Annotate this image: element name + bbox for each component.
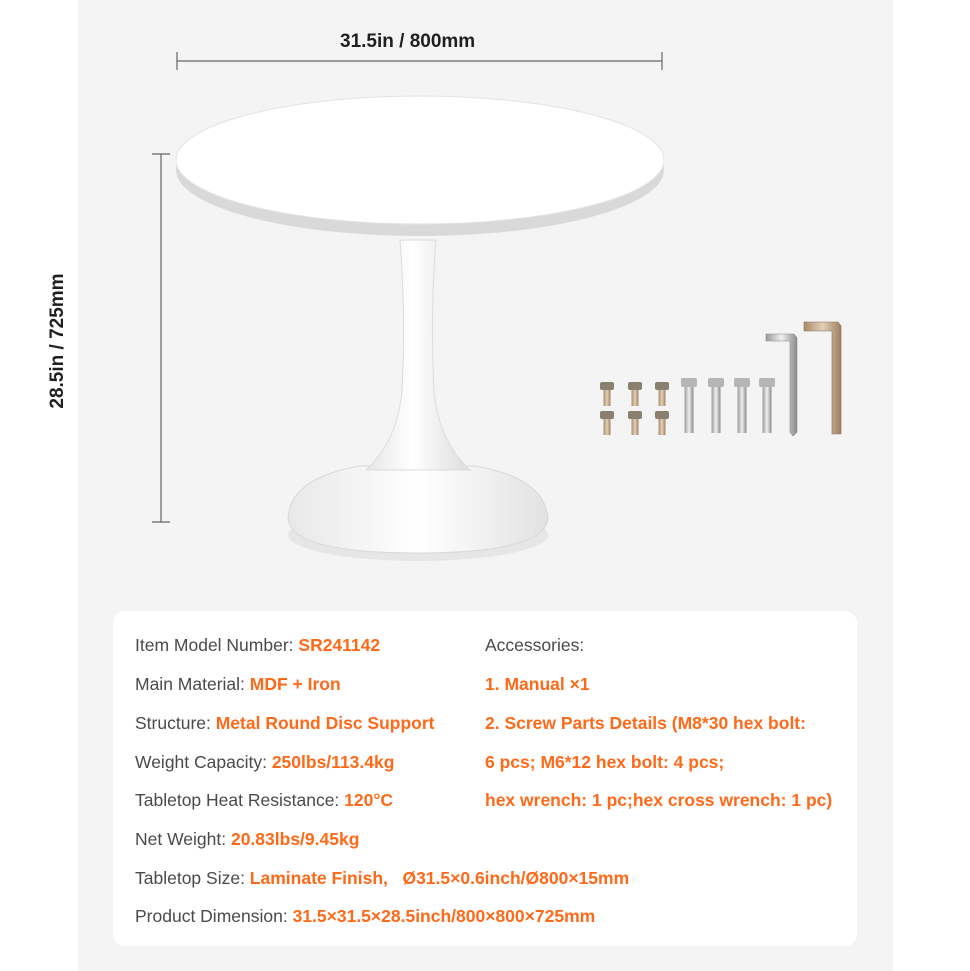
accessory-line: hex wrench: 1 pc;hex cross wrench: 1 pc): [485, 790, 833, 810]
spec-value: SR241142: [298, 635, 381, 655]
spec-label: Item Model Number:: [135, 635, 299, 655]
m8-bolts: [681, 378, 775, 433]
accessories-title: Accessories:: [485, 635, 585, 655]
m6-screws: [600, 382, 669, 435]
spec-row-material: [135, 674, 341, 695]
spec-row-product-dimension: [135, 906, 595, 927]
spec-label: Weight Capacity:: [135, 752, 272, 772]
hex-wrench: [804, 322, 841, 434]
spec-label: Main Material:: [135, 674, 250, 694]
accessory-line: 6 pcs; M6*12 hex bolt: 4 pcs;: [485, 752, 725, 772]
spec-label: Tabletop Heat Resistance:: [135, 790, 345, 810]
spec-label: Product Dimension:: [135, 906, 293, 926]
width-dimension-line: [177, 52, 662, 70]
specifications-card: [113, 611, 857, 946]
spec-value: Metal Round Disc Support: [215, 713, 435, 733]
hardware-accessories: [600, 322, 841, 436]
spec-value: MDF + Iron: [249, 674, 341, 694]
height-dimension-line: [152, 154, 170, 522]
spec-value: 31.5×31.5×28.5inch/800×800×725mm: [292, 906, 596, 926]
spec-label: Tabletop Size:: [135, 868, 250, 888]
spec-row-tabletop-size: [135, 868, 629, 889]
width-dimension-label: 31.5in / 800mm: [340, 31, 476, 52]
accessory-line: 1. Manual ×1: [485, 674, 590, 694]
round-table: [176, 96, 664, 561]
spec-value: 20.83lbs/9.45kg: [230, 829, 360, 849]
spec-row-structure: [135, 713, 434, 734]
spec-row-net-weight: [135, 829, 359, 850]
spec-value: 250lbs/113.4kg: [271, 752, 395, 772]
spec-label: Net Weight:: [135, 829, 231, 849]
spec-value: 120°C: [344, 790, 393, 810]
height-dimension-label: 28.5in / 725mm: [47, 273, 68, 409]
accessory-line: 2. Screw Parts Details (M8*30 hex bolt:: [485, 713, 806, 733]
spec-row-weight-capacity: [135, 752, 394, 773]
spec-row-heat-resistance: [135, 790, 393, 811]
spec-row-model: [135, 635, 380, 656]
spec-value: Laminate Finish, Ø31.5×0.6inch/Ø800×15mm: [249, 868, 630, 888]
spec-label: Structure:: [135, 713, 216, 733]
